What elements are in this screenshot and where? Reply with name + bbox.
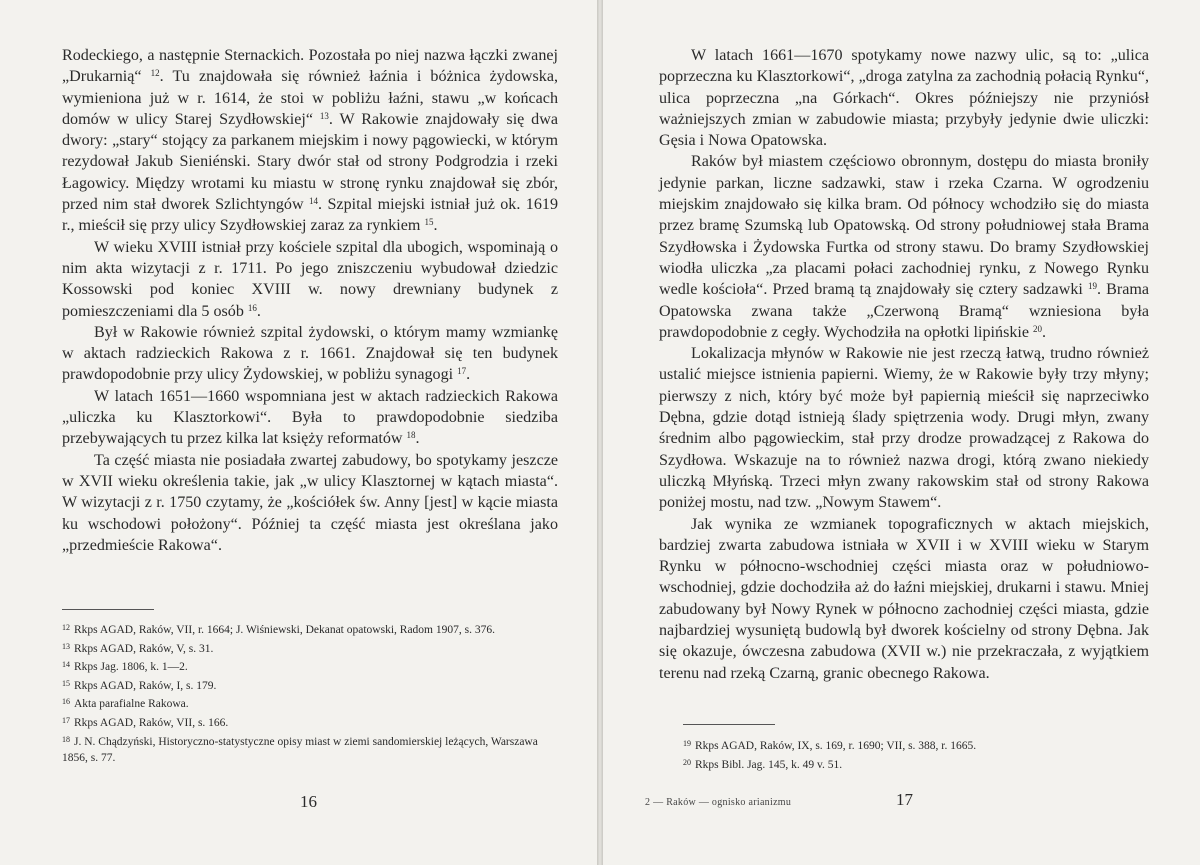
paragraph-text: . W Rakowie znajdowały się dwa dwory: „stary“ stojący za parkanem miejskim i nowy pągowiecki, w którym rezydował Jakub Sieniénski. Stary dwór stał od strony Podgrodzia i rzeki Łagowicy. Między wrotami ku miastu w stronę rynku znajdował się zbór, przed nim stał dworek Szlichtyngów xyxy=(62,110,558,214)
paragraph-text: . xyxy=(256,302,261,320)
footnote-text: Akta parafialne Rakowa. xyxy=(74,698,189,711)
footnote-number: 19 xyxy=(683,739,691,748)
footnote xyxy=(62,657,558,676)
footnote-text: Rkps AGAD, Raków, I, s. 179. xyxy=(74,679,217,692)
right-page-body-text xyxy=(659,45,1149,684)
paragraph-text: Był w Rakowie również szpital żydowski, o którym mamy wzmiankę w aktach radzieckich Rakowa z r. 1661. Znajdował się ten budynek prawdopodobnie przy ulicy Żydowskiej, w pobliżu synagogi xyxy=(62,323,558,384)
footnote-reference[interactable]: 16 xyxy=(247,302,257,313)
left-footnotes xyxy=(62,620,558,767)
paragraph-text: . xyxy=(466,366,471,384)
footnote-text: Rkps AGAD, Raków, VII, r. 1664; J. Wiśniewski, Dekanat opatowski, Radom 1907, s. 376. xyxy=(74,624,495,636)
footnote-number: 17 xyxy=(62,715,70,725)
left-page-number: 16 xyxy=(300,792,317,811)
footnote-number: 12 xyxy=(62,623,70,632)
footnote-number: 20 xyxy=(683,757,691,767)
footnote-text: Rkps AGAD, Raków, VII, s. 166. xyxy=(74,716,229,729)
footnote-text: Rkps AGAD, Raków, IX, s. 169, r. 1690; VII, s. 388, r. 1665. xyxy=(695,740,977,752)
footnote xyxy=(683,736,1143,755)
right-footnotes xyxy=(683,736,1143,773)
left-page xyxy=(0,0,597,865)
right-footnote-rule xyxy=(683,724,775,725)
footnote-number: 18 xyxy=(62,734,70,744)
footnote xyxy=(62,639,558,658)
footnote-reference[interactable]: 12 xyxy=(150,68,160,79)
footnote-reference[interactable]: 13 xyxy=(319,110,329,121)
body-paragraph xyxy=(62,45,558,237)
footnote xyxy=(62,732,558,767)
footnote xyxy=(62,694,558,713)
paragraph-text: . xyxy=(1042,323,1047,341)
printer-signature: 2 — Raków — ognisko arianizmu xyxy=(645,797,792,808)
footnote-reference[interactable]: 15 xyxy=(424,217,434,228)
body-paragraph xyxy=(659,343,1149,513)
body-paragraph xyxy=(659,151,1149,343)
footnote-reference[interactable]: 20 xyxy=(1033,323,1043,334)
paragraph-text: . Szpital miejski istniał już ok. 1619 r., mieścił się przy ulicy Szydłowskiej zaraz za rynkiem xyxy=(62,196,558,235)
footnote-reference[interactable]: 17 xyxy=(457,366,467,377)
footnote-text: Rkps Jag. 1806, k. 1—2. xyxy=(74,661,188,674)
paragraph-text: Lokalizacja młynów w Rakowie nie jest rzeczą łatwą, trudno również ustalić miejsce istnienia papierni. Wiemy, że w Rakowie były trzy młyny; pierwszy z nich, który być może był papiernią mieścił się naprzeciwko Dębna, gdzie dotąd istnieją ślady spiętrzenia wody. Drugi młyn, zwany średnim albo pągowieckim, stał przy drodze prowadzącej z Rakowa do Szydłowa. Wskazuje na to również nazwa drogi, którą zwano niekiedy uliczką Młyńską. Trzeci młyn zwany rakowskim stał od strony Rakowa poniżej mostu, nad tzw. „Nowym Stawem“. xyxy=(659,345,1149,512)
right-page-number: 17 xyxy=(896,790,913,809)
footnote-number: 14 xyxy=(62,660,70,670)
paragraph-text: . Tu znajdowała się również łaźnia i bóżnica żydowska, wymieniona już w r. 1614, że stoi w pobliżu łaźni, stawu „w końcach domów w ulicy Starej Szydłowskiej“ xyxy=(62,68,558,128)
paragraph-text: Raków był miastem częściowo obronnym, dostępu do miasta broniły jedynie parkan, liczne sadzawki, staw i rzeka Czarna. W ogrodzeniu miejskim znajdowało się kilka bram. Od północy wchodziło się do miasta przez bramę Szumską lub Opatowską. Od strony południowej stała Brama Szydłowska i Żydowska Furtka od strony stawu. Do bramy Szydłowskiej wiodła uliczka „za placami połaci zachodniej rynku, z Nowego Rynku wedle kościoła“. Przed bramą tą znajdowały się cztery sadzawki xyxy=(659,153,1149,299)
footnote-reference[interactable]: 14 xyxy=(309,196,319,207)
footnote-number: 15 xyxy=(62,678,70,688)
footnote xyxy=(62,713,558,732)
left-footnote-rule xyxy=(62,609,154,610)
left-page-body-text xyxy=(62,45,558,556)
body-paragraph xyxy=(62,322,558,386)
footnote xyxy=(62,620,558,639)
paragraph-text: . xyxy=(433,217,438,235)
footnote-text: J. N. Chądzyński, Historyczno-statystyczne opisy miast w ziemi sandomierskiej leżących, Warszawa 1856, s. 77. xyxy=(62,735,538,765)
footnote-text: Rkps AGAD, Raków, V, s. 31. xyxy=(74,642,214,655)
footnote xyxy=(62,676,558,695)
footnote-number: 13 xyxy=(62,641,70,651)
paragraph-text: . Brama Opatowska zwana także „Czerwoną Bramą“ wzniesiona była prawdopodobnie z cegły. Wychodziła na opłotki lipińskie xyxy=(659,281,1150,341)
body-paragraph xyxy=(62,237,558,322)
paragraph-text: W latach 1661—1670 spotykamy nowe nazwy ulic, są to: „ulica poprzeczna ku Klasztorkowi“, „droga zatylna za zachodnią połacią Rynku“, ulica poprzeczna „na Górkach“. Okres późniejszy nie przyniósł ważniejszych zmian w zabudowie miasta; przybyły jedynie dwie uliczki: Gęsia i Nowa Opatowska. xyxy=(659,47,1149,150)
footnote-reference[interactable]: 18 xyxy=(406,430,416,441)
paragraph-text: Jak wynika ze wzmianek topograficznych w aktach miejskich, bardziej zwarta zabudowa istniała w XVII i w XVIII wieku w Starym Rynku w północno-wschodniej części miasta oraz w południowo-wschodniej, gdzie dochodziła aż do łaźni miejskiej, drukarni i stawu. Mniej zabudowany był Nowy Rynek w północno zachodniej części miasta, gdzie najbardziej wysuniętą budowlą był dworek kościelny od strony Dębna. Jak się okazuje, ówczesna zabudowa (XVII w.) nie przekraczała, z wyjątkiem terenu nad rzeką Czarną, granic obecnego Rakowa. xyxy=(659,515,1149,682)
footnote-reference[interactable]: 19 xyxy=(1087,281,1097,292)
paragraph-text: Rodeckiego, a następnie Sternackich. Pozostała po niej nazwa łączki zwanej „Drukarnią“ xyxy=(62,47,558,86)
body-paragraph xyxy=(659,514,1149,684)
right-page xyxy=(603,0,1200,865)
paragraph-text: W wieku XVIII istniał przy kościele szpital dla ubogich, wspominają o nim akta wizytacji z r. 1711. Po jego zniszczeniu wybudował dziedzic Kossowski pod koniec XVIII w. nowy drewniany budynek z pomieszczeniami dla 5 osób xyxy=(62,238,558,320)
footnote-number: 16 xyxy=(62,697,70,707)
body-paragraph xyxy=(659,45,1149,151)
paragraph-text: W latach 1651—1660 wspomniana jest w aktach radzieckich Rakowa „uliczka ku Klasztorkowi“. Była to prawdopodobnie siedziba przebywających tu przez kilka lat księży reformatów xyxy=(62,387,558,448)
paragraph-text: Ta część miasta nie posiadała zwartej zabudowy, bo spotykamy jeszcze w XVII wieku określenia takie, jak „w ulicy Klasztornej w kątach miasta“. W wizytacji z r. 1750 czytamy, że „kościółek św. Anny [jest] w kącie miasta ku wschodowi położony“. Później ta część miasta jest określana jako „przedmieście Rakowa“. xyxy=(62,451,558,554)
body-paragraph xyxy=(62,450,558,556)
footnote xyxy=(683,755,1143,774)
footnote-text: Rkps Bibl. Jag. 145, k. 49 v. 51. xyxy=(695,758,843,771)
paragraph-text: . xyxy=(415,430,420,448)
body-paragraph xyxy=(62,386,558,450)
